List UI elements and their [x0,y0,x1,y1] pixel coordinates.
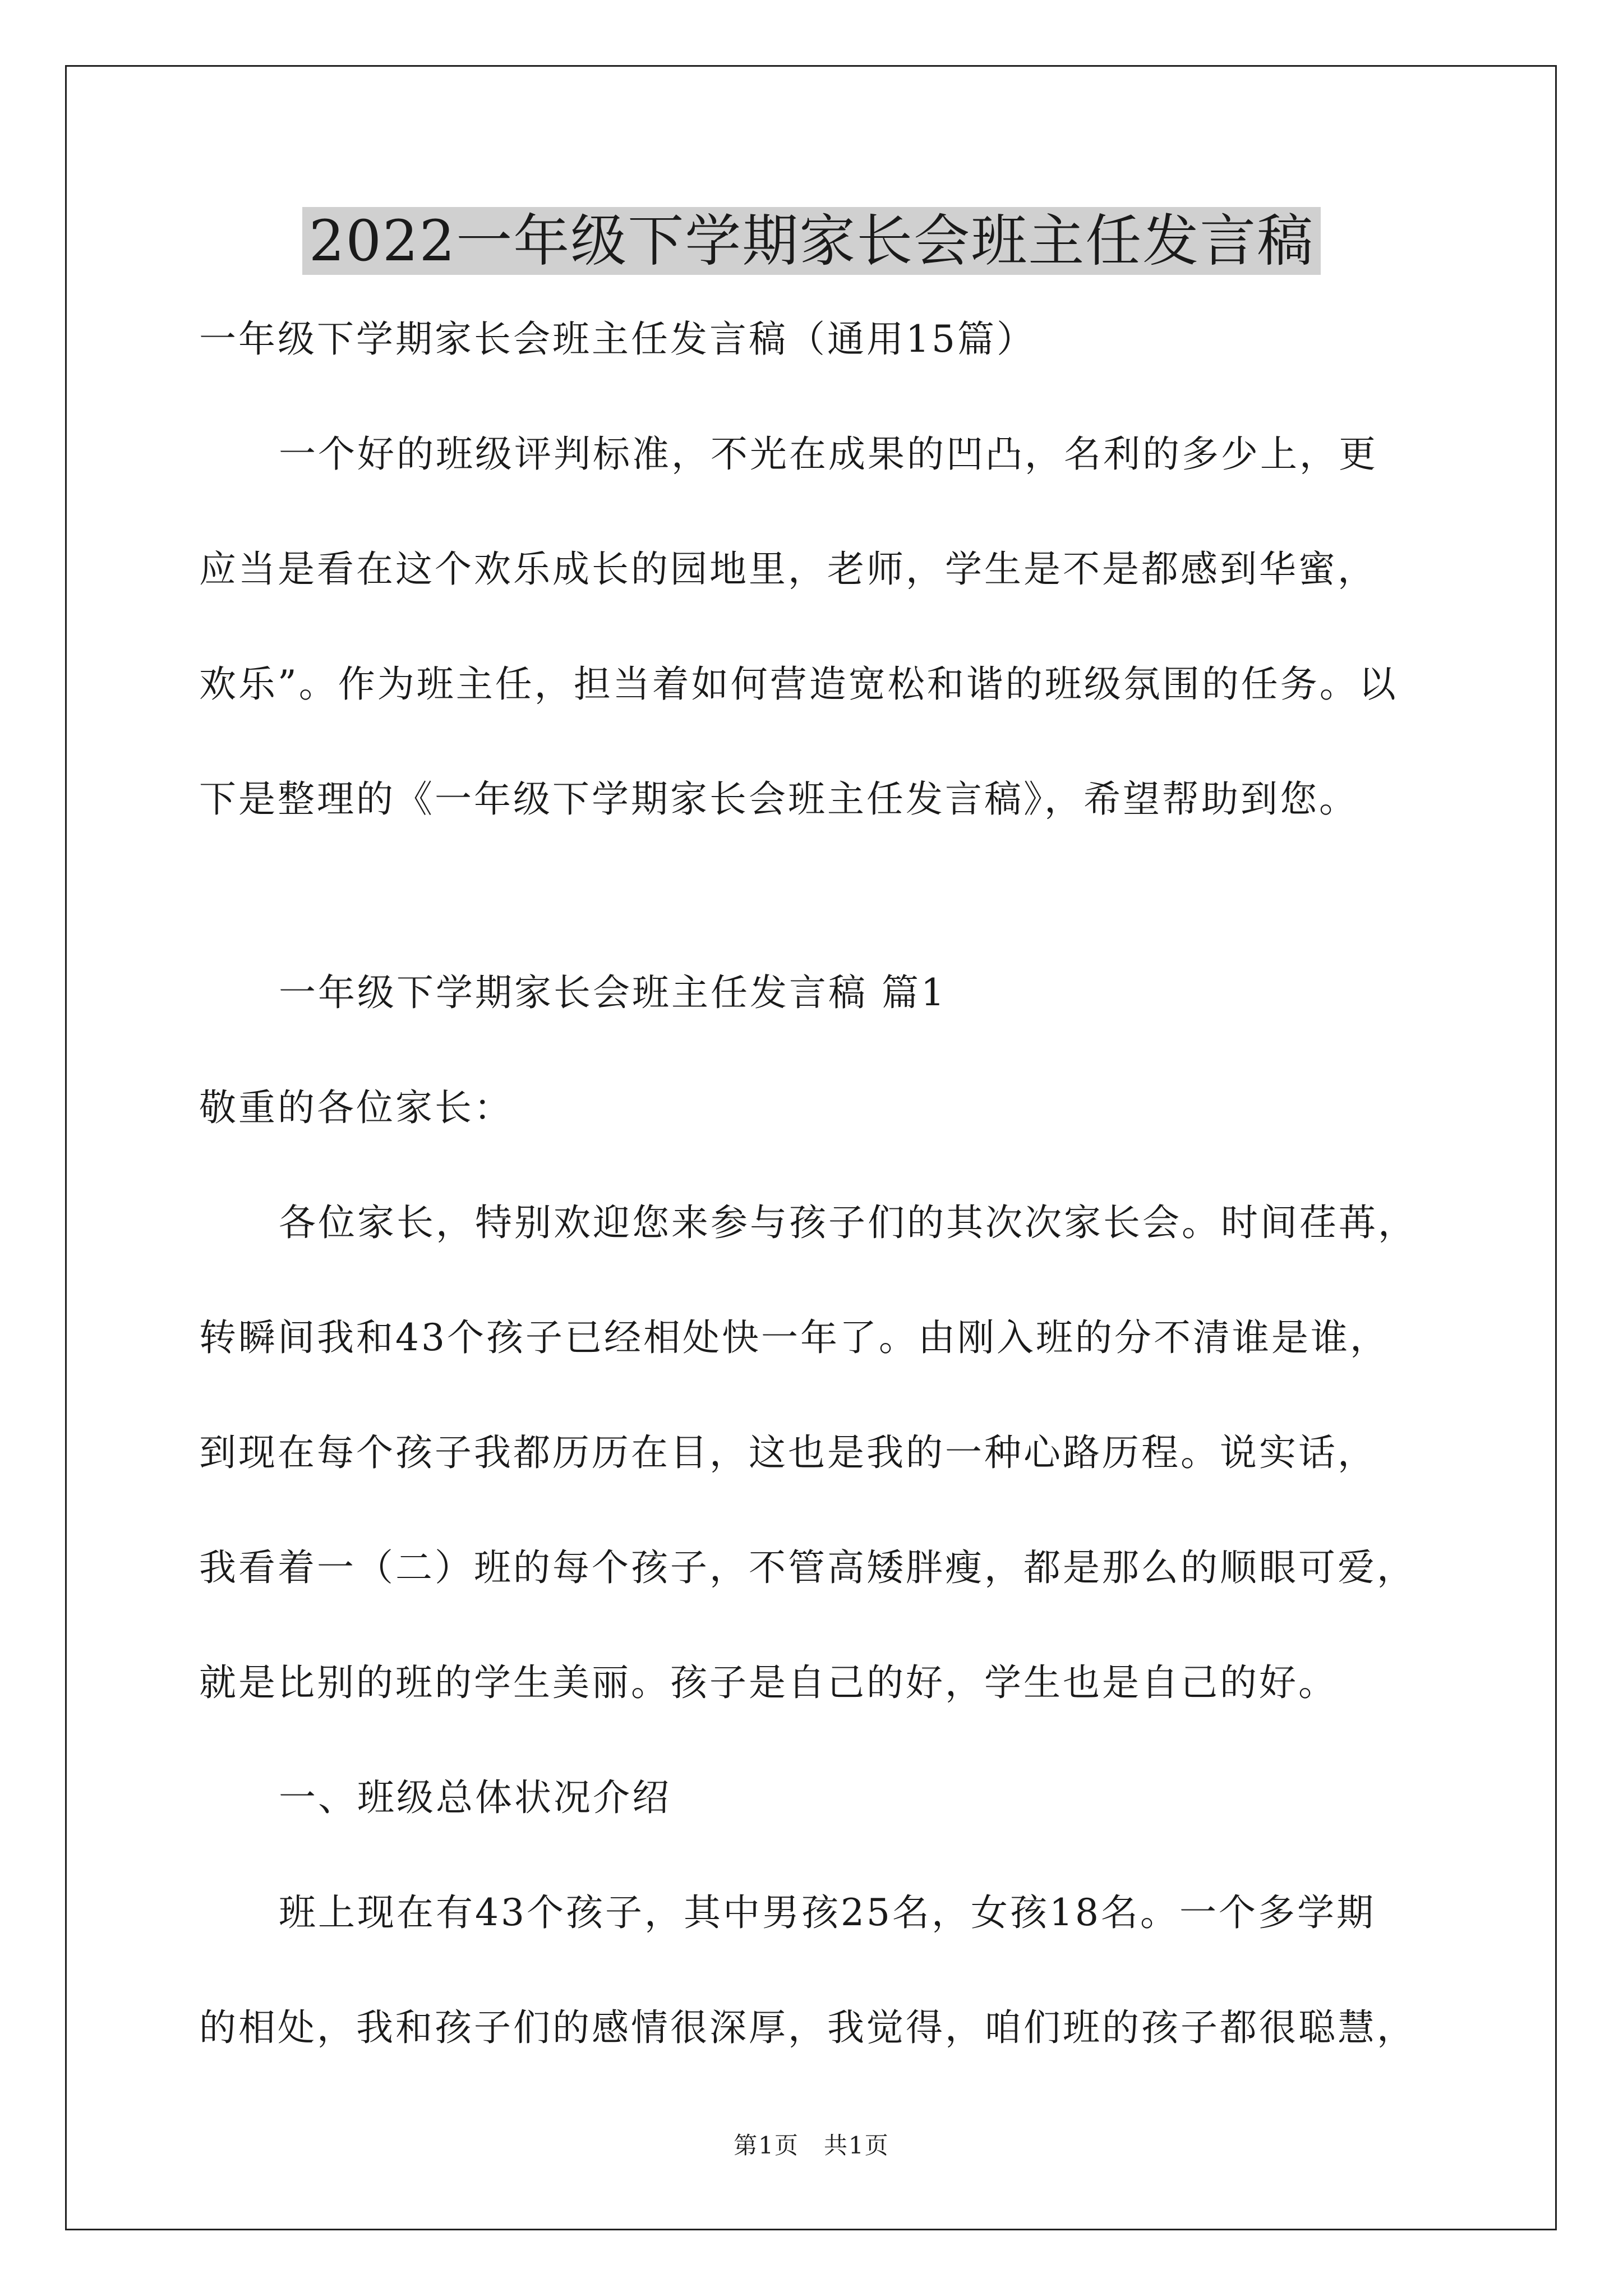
body-line-7: 的相处，我和孩子们的感情很深厚，我觉得，咱们班的孩子都很聪慧， [199,2006,1416,2049]
body-line-3: 到现在每个孩子我都历历在目，这也是我的一种心路历程。说实话， [199,1431,1377,1474]
body-line-2: 转瞬间我和43个孩子已经相处快一年了。由刚入班的分不清谁是谁， [199,1316,1389,1359]
section-heading: 一年级下学期家长会班主任发言稿 篇1 [279,971,947,1014]
subtitle-line: 一年级下学期家长会班主任发言稿（通用15篇） [199,318,1036,361]
salutation: 敬重的各位家长： [199,1086,513,1129]
intro-line-1: 一个好的班级评判标准，不光在成果的凹凸，名利的多少上，更 [279,432,1378,476]
intro-line-3: 欢乐”。作为班主任，担当着如何营造宽松和谐的班级氛围的任务。以 [199,662,1398,706]
body-line-5: 就是比别的班的学生美丽。孩子是自己的好，学生也是自己的好。 [199,1661,1338,1704]
body-line-4: 我看着一（二）班的每个孩子，不管高矮胖瘦，都是那么的顺眼可爱， [199,1546,1416,1589]
title-text: 2022一年级下学期家长会班主任发言稿 [302,207,1321,275]
subsection-heading: 一、班级总体状况介绍 [279,1776,671,1819]
intro-line-4: 下是整理的《一年级下学期家长会班主任发言稿》，希望帮助到您。 [199,777,1358,821]
intro-line-2: 应当是看在这个欢乐成长的园地里，老师，学生是不是都感到华蜜， [199,547,1377,591]
page-footer: 第1页 共1页 [734,2132,889,2159]
page-title [0,199,1623,283]
body-line-1: 各位家长，特别欢迎您来参与孩子们的其次次家长会。时间荏苒， [279,1201,1417,1244]
body-line-6: 班上现在有43个孩子，其中男孩25名，女孩18名。一个多学期 [279,1891,1376,1934]
